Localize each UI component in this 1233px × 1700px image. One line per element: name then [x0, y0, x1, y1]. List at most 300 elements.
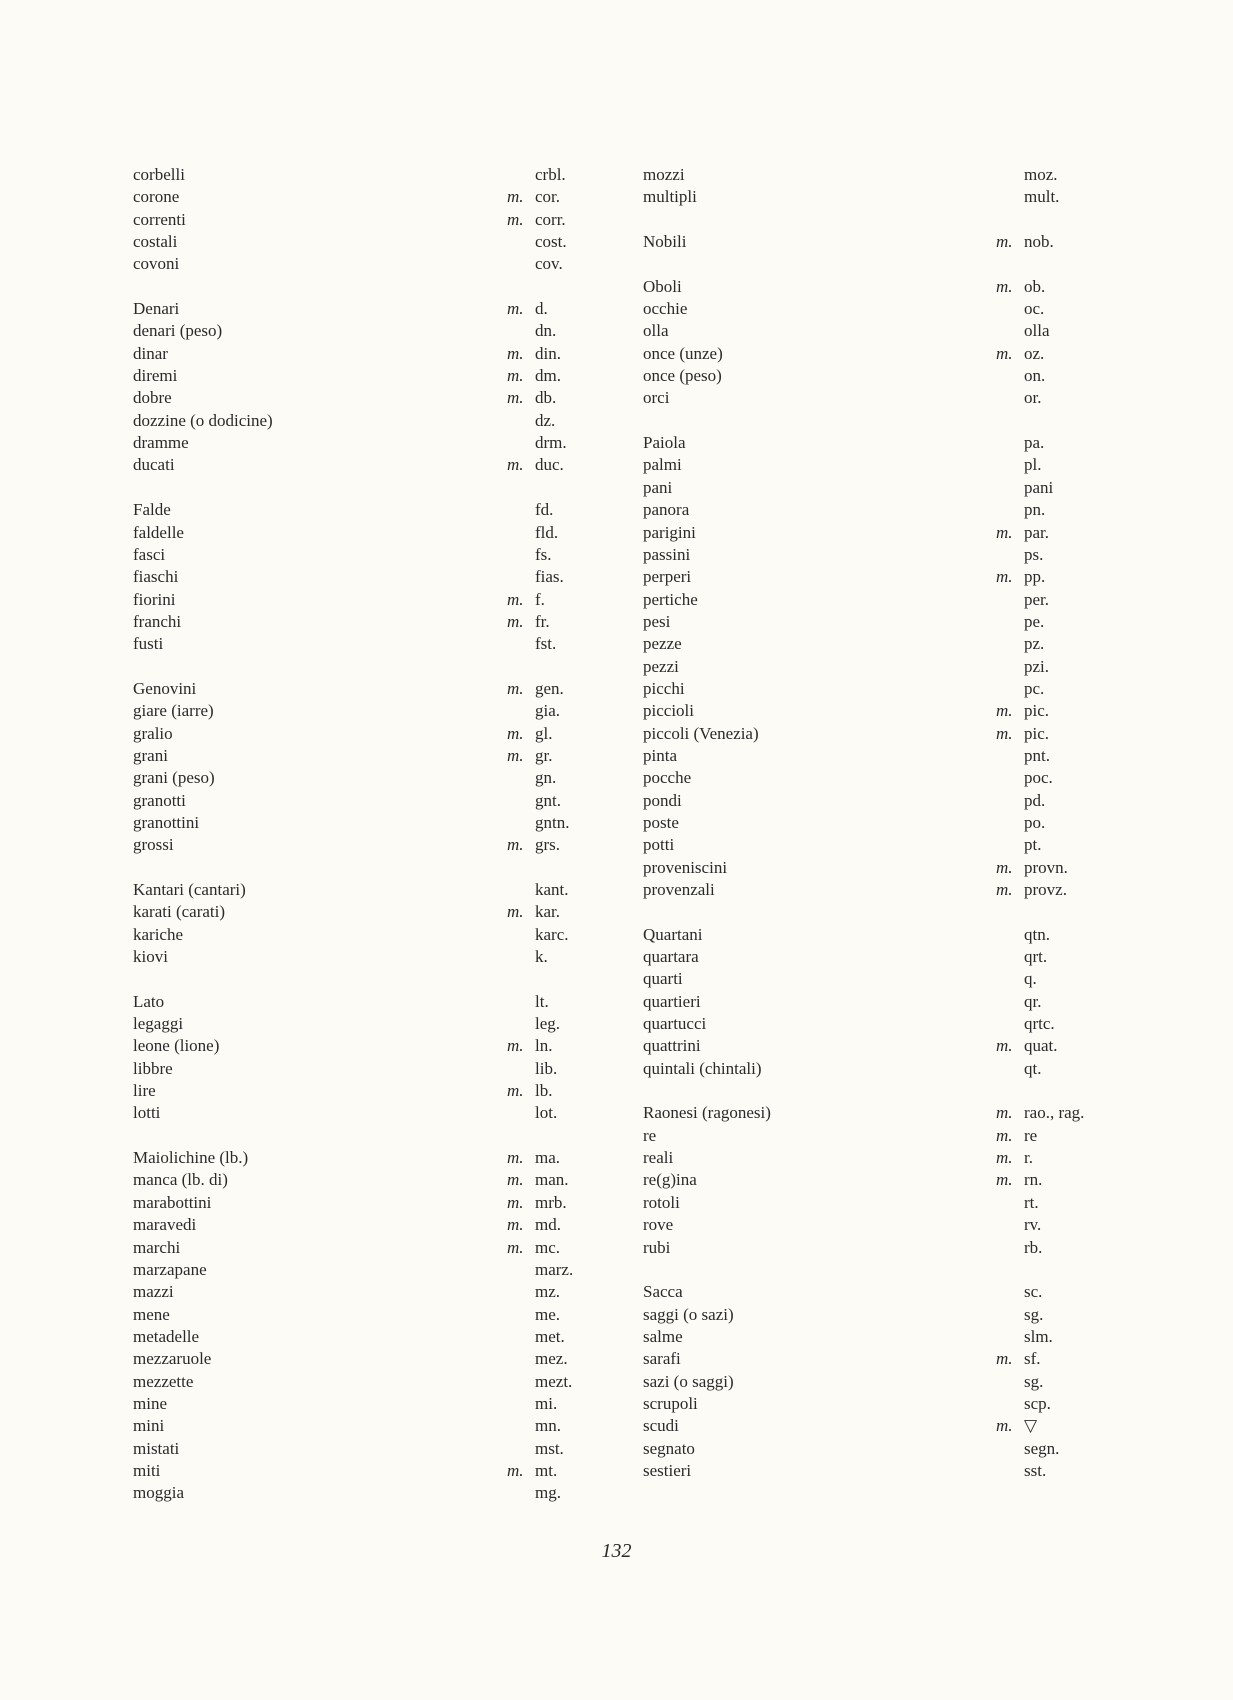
term: mistati	[133, 1438, 180, 1458]
term: Nobili	[643, 232, 687, 252]
abbreviation: me.	[535, 1304, 561, 1324]
list-item	[643, 1035, 1113, 1057]
abbreviation: re	[1024, 1125, 1038, 1145]
term: fusti	[133, 634, 164, 654]
abbreviation: provz.	[1024, 880, 1067, 899]
gender-mark: m.	[507, 1215, 524, 1235]
list-item	[643, 656, 1113, 678]
abbreviation: lot.	[535, 1103, 558, 1123]
list-item	[643, 387, 1113, 409]
gender-mark: m.	[507, 1081, 524, 1101]
abbreviation: segn.	[1024, 1438, 1060, 1458]
section-gap	[133, 968, 593, 990]
gender-mark: m.	[507, 611, 524, 631]
list-item	[643, 1460, 1113, 1482]
abbreviation: pt.	[1024, 835, 1042, 855]
abbreviation: pp.	[1024, 567, 1046, 587]
list-item	[133, 1482, 593, 1504]
term: multipli	[643, 187, 697, 207]
list-item	[643, 164, 1113, 186]
list-item	[133, 767, 593, 789]
abbreviation: cov.	[535, 254, 563, 274]
gender-mark: m.	[507, 835, 524, 855]
term: marzapane	[133, 1259, 207, 1279]
list-item	[133, 1304, 593, 1326]
term: fiaschi	[133, 567, 179, 587]
list-item	[133, 1415, 593, 1437]
list-item	[133, 1438, 593, 1460]
list-item	[133, 1259, 593, 1281]
abbreviation: qrt.	[1024, 947, 1048, 967]
list-item	[643, 991, 1113, 1013]
list-item	[133, 589, 593, 611]
list-item	[133, 499, 593, 521]
abbreviation: kar.	[535, 902, 561, 922]
abbreviation: mc.	[535, 1237, 561, 1257]
list-item	[643, 432, 1113, 454]
gender-mark: m.	[507, 1460, 524, 1480]
gender-mark: m.	[996, 1416, 1013, 1436]
list-item	[643, 298, 1113, 320]
term: franchi	[133, 611, 182, 631]
abbreviation: pe.	[1024, 611, 1045, 631]
term: gralio	[133, 723, 173, 743]
term: potti	[643, 835, 675, 855]
abbreviation: pa.	[1024, 433, 1045, 453]
term: manca (lb. di)	[133, 1170, 228, 1190]
term: rotoli	[643, 1192, 680, 1212]
abbreviation: lib.	[535, 1058, 558, 1078]
term: Quartani	[643, 924, 703, 944]
term: pocche	[643, 768, 692, 788]
list-item	[643, 857, 1113, 879]
list-item	[643, 1371, 1113, 1393]
list-item	[643, 544, 1113, 566]
abbreviation: sst.	[1024, 1460, 1047, 1480]
abbreviation: oz.	[1024, 343, 1045, 363]
section-gap	[643, 209, 1113, 231]
section-gap	[643, 901, 1113, 923]
list-item	[133, 1214, 593, 1236]
list-item	[643, 276, 1113, 298]
term: Oboli	[643, 276, 682, 296]
term: sazi (o saggi)	[643, 1371, 734, 1391]
abbreviation: mez.	[535, 1349, 568, 1369]
abbreviation: mrb.	[535, 1192, 567, 1212]
abbreviation: gntn.	[535, 812, 570, 832]
list-item	[133, 432, 593, 454]
term: Falde	[133, 500, 171, 520]
term: mozzi	[643, 165, 685, 184]
list-item	[643, 812, 1113, 834]
section-gap	[133, 857, 593, 879]
list-item	[133, 790, 593, 812]
term: picchi	[643, 678, 685, 698]
gender-mark: m.	[507, 902, 524, 922]
gender-mark: m.	[507, 723, 524, 743]
term: kariche	[133, 924, 184, 944]
abbreviation: mn.	[535, 1416, 561, 1436]
abbreviation: marz.	[535, 1259, 574, 1279]
gender-mark: m.	[996, 1148, 1013, 1168]
gender-mark: m.	[996, 276, 1013, 296]
term: corone	[133, 187, 180, 207]
abbreviation: sc.	[1024, 1282, 1043, 1302]
gender-mark: m.	[507, 589, 524, 609]
term: giare (iarre)	[133, 701, 214, 721]
abbreviation: rn.	[1024, 1170, 1043, 1190]
term: pinta	[643, 745, 677, 765]
list-item	[133, 566, 593, 588]
term: reali	[643, 1148, 674, 1168]
term: diremi	[133, 366, 178, 386]
list-item	[643, 1125, 1113, 1147]
list-item	[643, 1281, 1113, 1303]
gender-mark: m.	[996, 1103, 1013, 1123]
term: Kantari (cantari)	[133, 880, 246, 899]
term: fasci	[133, 544, 166, 564]
term: mini	[133, 1416, 165, 1436]
abbreviation: scp.	[1024, 1393, 1051, 1413]
list-item	[133, 879, 593, 901]
list-item	[643, 1147, 1113, 1169]
abbreviation: corr.	[535, 209, 566, 229]
term: parigini	[643, 522, 696, 542]
abbreviation: din.	[535, 343, 561, 363]
list-item	[133, 745, 593, 767]
gender-mark: m.	[507, 299, 524, 319]
list-item	[133, 1192, 593, 1214]
list-item	[643, 1326, 1113, 1348]
term: fiorini	[133, 589, 176, 609]
list-item	[133, 1035, 593, 1057]
term: poste	[643, 812, 679, 832]
gender-mark: m.	[996, 723, 1013, 743]
abbreviation: ▽	[1024, 1416, 1038, 1436]
list-item	[643, 231, 1113, 253]
term: rubi	[643, 1237, 671, 1257]
list-item	[643, 723, 1113, 745]
term: granotti	[133, 790, 186, 810]
term: saggi (o sazi)	[643, 1304, 734, 1324]
gender-mark: m.	[507, 343, 524, 363]
term: pesi	[643, 611, 671, 631]
list-item	[133, 1371, 593, 1393]
term: segnato	[643, 1438, 695, 1458]
term: dobre	[133, 388, 172, 408]
list-item	[643, 522, 1113, 544]
list-item	[133, 522, 593, 544]
term: sestieri	[643, 1460, 692, 1480]
gender-mark: m.	[507, 1036, 524, 1056]
list-item	[643, 879, 1113, 901]
gender-mark: m.	[996, 880, 1013, 899]
abbreviation: qtn.	[1024, 924, 1050, 944]
list-item	[643, 1058, 1113, 1080]
gender-mark: m.	[507, 455, 524, 475]
abbreviation: ps.	[1024, 544, 1044, 564]
list-item	[133, 1393, 593, 1415]
list-item	[643, 678, 1113, 700]
list-item	[643, 477, 1113, 499]
abbreviation: fd.	[535, 500, 554, 520]
list-item	[643, 946, 1113, 968]
abbreviation: rb.	[1024, 1237, 1043, 1257]
list-item	[133, 812, 593, 834]
abbreviation: lt.	[535, 991, 549, 1011]
section-gap	[643, 1080, 1113, 1102]
abbreviation: gn.	[535, 768, 557, 788]
abbreviation: fr.	[535, 611, 550, 631]
list-item	[133, 365, 593, 387]
abbreviation: quat.	[1024, 1036, 1058, 1056]
term: mine	[133, 1393, 167, 1413]
gender-mark: m.	[996, 343, 1013, 363]
list-item	[133, 723, 593, 745]
gender-mark: m.	[507, 678, 524, 698]
list-item	[133, 1102, 593, 1124]
abbreviation: r.	[1024, 1148, 1033, 1168]
list-item	[643, 589, 1113, 611]
gender-mark: m.	[996, 701, 1013, 721]
term: lotti	[133, 1103, 161, 1123]
list-item	[133, 611, 593, 633]
abbreviation: met.	[535, 1326, 565, 1346]
term: olla	[643, 321, 669, 341]
abbreviation: fst.	[535, 634, 557, 654]
section-gap	[133, 276, 593, 298]
term: leone (lione)	[133, 1036, 220, 1056]
abbreviation: provn.	[1024, 857, 1068, 877]
abbreviation: fld.	[535, 522, 559, 542]
list-item	[133, 924, 593, 946]
list-item	[133, 1169, 593, 1191]
gender-mark: m.	[996, 232, 1013, 252]
list-item	[643, 1393, 1113, 1415]
abbreviation: rt.	[1024, 1192, 1039, 1212]
list-item	[133, 343, 593, 365]
list-item	[133, 186, 593, 208]
term: Lato	[133, 991, 165, 1011]
term: corbelli	[133, 165, 185, 184]
list-item	[643, 790, 1113, 812]
abbreviation: fs.	[535, 544, 552, 564]
abbreviation: mi.	[535, 1393, 558, 1413]
list-item	[643, 1415, 1113, 1437]
abbreviation: pd.	[1024, 790, 1046, 810]
abbreviation: man.	[535, 1170, 569, 1190]
list-item	[643, 186, 1113, 208]
list-item	[133, 320, 593, 342]
term: mazzi	[133, 1282, 174, 1302]
list-item	[133, 298, 593, 320]
section-gap	[643, 1259, 1113, 1281]
list-item	[133, 700, 593, 722]
abbreviation: slm.	[1024, 1326, 1053, 1346]
right-column	[643, 164, 1113, 1482]
term: denari (peso)	[133, 321, 223, 341]
abbreviation: mg.	[535, 1483, 561, 1503]
term: miti	[133, 1460, 161, 1480]
term: quarti	[643, 969, 683, 989]
term: quartucci	[643, 1014, 707, 1034]
abbreviation: d.	[535, 299, 548, 319]
gender-mark: m.	[507, 1237, 524, 1257]
term: provenzali	[643, 880, 715, 899]
abbreviation: lb.	[535, 1081, 553, 1101]
list-item	[133, 1237, 593, 1259]
term: panora	[643, 500, 690, 520]
abbreviation: moz.	[1024, 165, 1058, 184]
term: passini	[643, 544, 691, 564]
list-item	[133, 1058, 593, 1080]
list-item	[133, 1460, 593, 1482]
list-item	[133, 1281, 593, 1303]
term: scudi	[643, 1416, 679, 1436]
term: once (peso)	[643, 366, 722, 386]
abbreviation: per.	[1024, 589, 1050, 609]
abbreviation: crbl.	[535, 165, 566, 184]
list-item	[133, 164, 593, 186]
term: moggia	[133, 1483, 184, 1503]
abbreviation: drm.	[535, 433, 567, 453]
term: salme	[643, 1326, 683, 1346]
term: grani	[133, 745, 168, 765]
list-item	[133, 209, 593, 231]
term: piccioli	[643, 701, 694, 721]
abbreviation: md.	[535, 1215, 561, 1235]
abbreviation: pz.	[1024, 634, 1045, 654]
abbreviation: q.	[1024, 969, 1037, 989]
abbreviation: dm.	[535, 366, 561, 386]
abbreviation: pl.	[1024, 455, 1042, 475]
list-item	[133, 834, 593, 856]
list-item	[643, 566, 1113, 588]
term: re(g)ina	[643, 1170, 697, 1190]
gender-mark: m.	[507, 1148, 524, 1168]
list-item	[643, 1348, 1113, 1370]
abbreviation: duc.	[535, 455, 564, 475]
section-gap	[643, 253, 1113, 275]
abbreviation: ma.	[535, 1148, 561, 1168]
abbreviation: mst.	[535, 1438, 564, 1458]
term: quintali (chintali)	[643, 1058, 762, 1078]
gender-mark: m.	[996, 1125, 1013, 1145]
abbreviation: grs.	[535, 835, 561, 855]
gender-mark: m.	[507, 388, 524, 408]
term: metadelle	[133, 1326, 200, 1346]
list-item	[643, 1237, 1113, 1259]
abbreviation: gnt.	[535, 790, 561, 810]
list-item	[643, 1102, 1113, 1124]
term: mene	[133, 1304, 170, 1324]
term: kiovi	[133, 947, 168, 967]
page-number: 132	[601, 1540, 632, 1562]
section-gap	[133, 656, 593, 678]
term: proveniscini	[643, 857, 728, 877]
term: correnti	[133, 209, 186, 229]
gender-mark: m.	[507, 1192, 524, 1212]
section-gap	[133, 477, 593, 499]
list-item	[643, 1013, 1113, 1035]
list-item	[643, 1192, 1113, 1214]
term: karati (carati)	[133, 902, 226, 922]
list-item	[133, 544, 593, 566]
list-item	[133, 410, 593, 432]
gender-mark: m.	[507, 1170, 524, 1190]
term: faldelle	[133, 522, 184, 542]
abbreviation: f.	[535, 589, 545, 609]
list-item	[643, 611, 1113, 633]
abbreviation: karc.	[535, 924, 569, 944]
abbreviation: cost.	[535, 232, 567, 252]
abbreviation: qt.	[1024, 1058, 1042, 1078]
term: perperi	[643, 567, 692, 587]
term: quattrini	[643, 1036, 701, 1056]
term: legaggi	[133, 1014, 184, 1034]
term: mezzette	[133, 1371, 194, 1391]
list-item	[643, 633, 1113, 655]
abbreviation: fias.	[535, 567, 564, 587]
abbreviation: qr.	[1024, 991, 1042, 1011]
list-item	[643, 834, 1113, 856]
list-item	[643, 924, 1113, 946]
term: pezzi	[643, 656, 679, 676]
term: maravedi	[133, 1215, 197, 1235]
term: libbre	[133, 1058, 173, 1078]
abbreviation: qrtc.	[1024, 1014, 1055, 1034]
abbreviation: oc.	[1024, 299, 1045, 319]
abbreviation: gl.	[535, 723, 553, 743]
abbreviation: sf.	[1024, 1349, 1041, 1369]
list-item	[133, 678, 593, 700]
term: covoni	[133, 254, 180, 274]
term: marchi	[133, 1237, 181, 1257]
list-item	[133, 1080, 593, 1102]
term: granottini	[133, 812, 200, 832]
gender-mark: m.	[996, 857, 1013, 877]
gender-mark: m.	[996, 567, 1013, 587]
term: quartara	[643, 947, 699, 967]
abbreviation: ob.	[1024, 276, 1046, 296]
term: Maiolichine (lb.)	[133, 1148, 249, 1168]
term: palmi	[643, 455, 682, 475]
abbreviation: mult.	[1024, 187, 1060, 207]
abbreviation: olla	[1024, 321, 1050, 341]
term: re	[643, 1125, 657, 1145]
list-item	[643, 343, 1113, 365]
abbreviation: pic.	[1024, 701, 1050, 721]
abbreviation: mezt.	[535, 1371, 573, 1391]
term: mezzaruole	[133, 1349, 212, 1369]
abbreviation: gr.	[535, 745, 553, 765]
term: sarafi	[643, 1349, 681, 1369]
abbreviation: dz.	[535, 410, 556, 430]
abbreviation: rao., rag.	[1024, 1103, 1085, 1123]
abbreviation: pani	[1024, 477, 1054, 497]
term: quartieri	[643, 991, 701, 1011]
left-column	[133, 164, 593, 1505]
abbreviation: pnt.	[1024, 745, 1050, 765]
abbreviation: cor.	[535, 187, 561, 207]
gender-mark: m.	[507, 745, 524, 765]
term: orci	[643, 388, 670, 408]
list-item	[133, 1013, 593, 1035]
abbreviation: leg.	[535, 1014, 561, 1034]
abbreviation: gia.	[535, 701, 561, 721]
term: marabottini	[133, 1192, 212, 1212]
list-item	[643, 365, 1113, 387]
